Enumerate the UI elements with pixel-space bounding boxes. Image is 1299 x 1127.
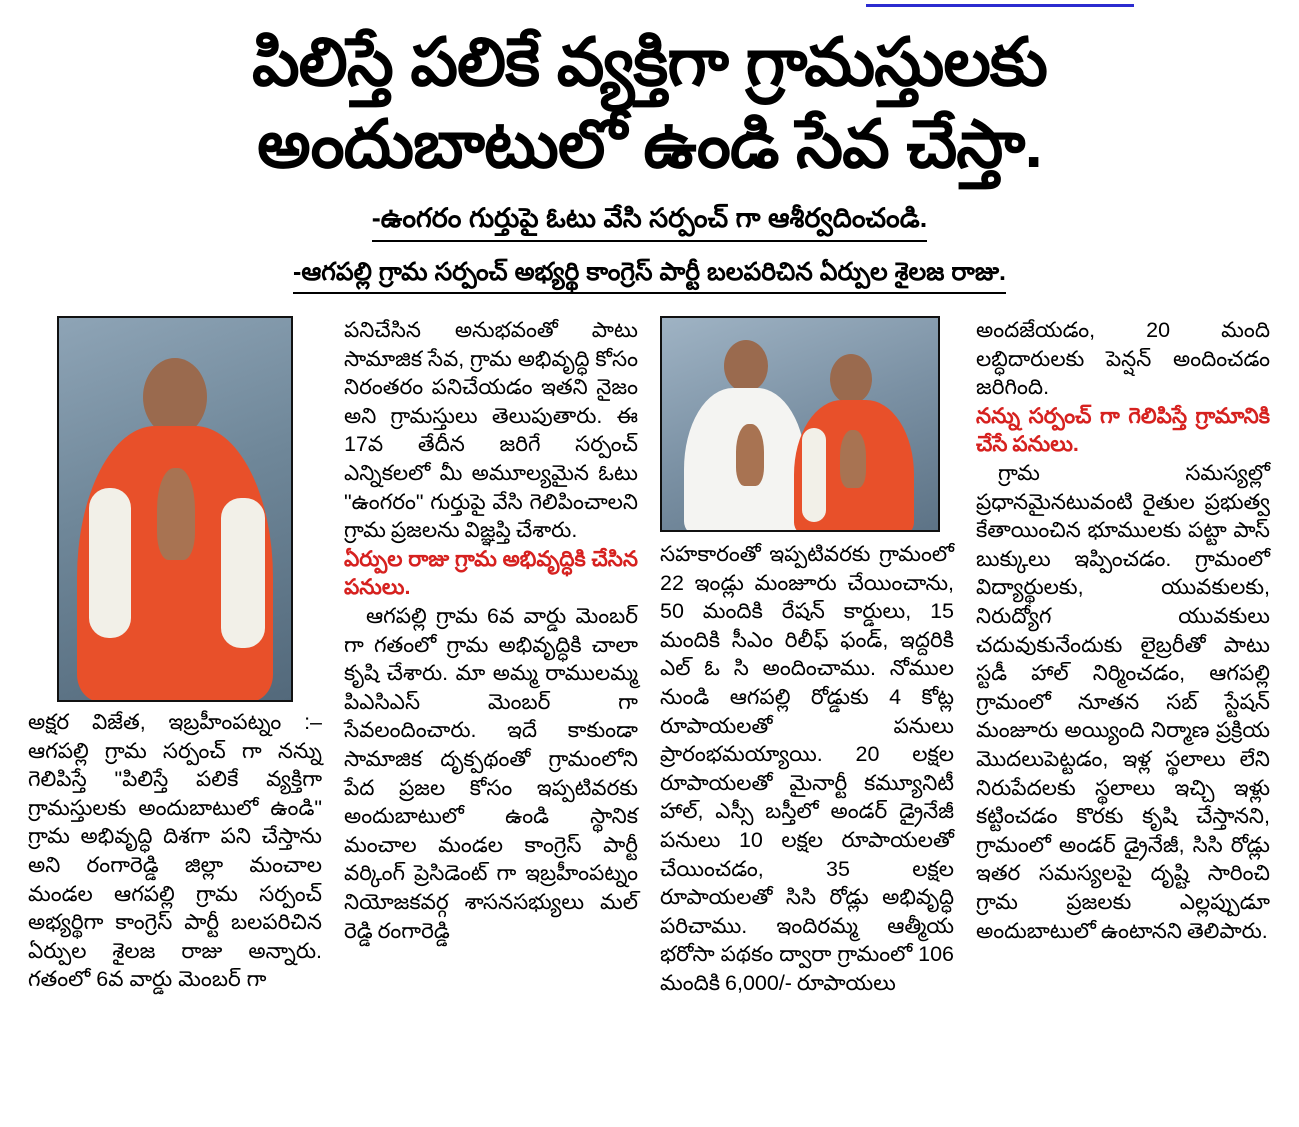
sari-pattern-right — [221, 498, 265, 648]
portrait-namaste-hands — [157, 468, 195, 560]
couple-sari-pattern — [802, 428, 826, 522]
photo-caption-text: అక్షర విజేత, ఇబ్రహీంపట్నం :– ఆగపల్లి గ్రామ సర్పంచ్ గా నన్ను గెలిపిస్తే "పిలిస్తే పలికే వ్యక్తిగా గ్రామస్తులకు అందుబాటులో ఉండి" గ్రామ అభివృద్ధి దిశగా పని చేస్తాను అని రంగారెడ్డి జిల్లా మంచాల మండల ఆగపల్లి గ్రామ సర్పంచ్ అభ్యర్థిగా కాంగ్రెస్ పార్టీ బలపరిచిన ఏర్పుల శైలజ రాజు అన్నారు. గతంలో 6వ వార్డు మెంబర్ గా — [28, 710, 322, 992]
col3-paragraph-1: సహకారంతో ఇప్పటివరకు గ్రామంలో 22 ఇండ్లు మంజూరు చేయించాను, 50 మందికి రేషన్ కార్డులు, 15 మందికి సీఎం రిలీఫ్ ఫండ్, ఇద్దరికి ఎల్ ఓ సి అందించాము. నోముల నుండి ఆగపల్లి రోడ్డుకు 4 కోట్ల రూపాయలతో పనులు ప్రారంభమయ్యాయి. 20 లక్షల రూపాయలతో మైనార్టీ కమ్యూనిటీ హాల్, ఎస్సీ బస్తీలో అండర్ డ్రైనేజీ పనులు 10 లక్షల రూపాయలతో చేయించడం, 35 లక్షల రూపాయలతో సిసి రోడ్లు అభివృద్ధి పరిచాము. ఇందిరమ్మ ఆత్మీయ భరోసా పథకం ద్వారా గ్రామంలో 106 మందికి 6,000/- రూపాయలు — [660, 542, 954, 995]
candidate-couple-photo — [660, 316, 940, 532]
col4-red-heading: నన్ను సర్పంచ్ గా గెలిపిస్తే గ్రామానికి చేసే పనులు. — [976, 403, 1270, 457]
column-1 — [28, 316, 322, 994]
article-columns — [28, 316, 1271, 998]
col4-paragraph-2: గ్రామ సమస్యల్లో ప్రధానమైనటువంటి రైతుల ప్రభుత్వ కేతాయించిన భూములకు పట్టా పాస్ బుక్కులు ఇప్పించడం. గ్రామంలో విద్యార్థులకు, యువకులకు, నిరుద్యోగ యువకులు చదువుకునేందుకు లైబ్రరీతో పాటు స్టడీ హాల్ నిర్మించడం, ఆగపల్లి గ్రామంలో నూతన సబ్ స్టేషన్ మంజూరు అయ్యింది నిర్మాణ ప్రక్రియ మొదలుపెట్టడం, ఇళ్ల స్థలాలు లేని నిరుపేదలకు స్థలాలు ఇచ్చి ఇళ్లు కట్టించడం కొరకు కృషి చేస్తానని, గ్రామంలో అండర్ డ్రైనేజీ, సిసి రోడ్లు ఇతర సమస్యలపై దృష్టి సారించి గ్రామ ప్రజలకు ఎల్లప్పుడూ అందుబాటులో ఉంటానని తెలిపారు. — [976, 461, 1270, 943]
couple-hands-right — [840, 430, 866, 488]
column-4 — [976, 316, 1270, 945]
couple-hands-left — [736, 424, 764, 486]
headline-line-2: అందుబాటులో ఉండి సేవ చేస్తా. — [257, 106, 1042, 182]
couple-head-left — [724, 340, 768, 392]
headline-line-1: పిలిస్తే పలికే వ్యక్తిగా గ్రామస్తులకు — [251, 25, 1047, 100]
col2-paragraph-2: ఆగపల్లి గ్రామ 6వ వార్డు మెంబర్ గా గతంలో గ్రామ అభివృద్ధికి చాలా కృషి చేశారు. మా అమ్మ రాములమ్మ పిఎసిఎస్ మెంబర్ గా సేవలందించారు. ఇదే కాకుండా సామాజిక దృక్పథంతో గ్రామంలోని పేద ప్రజల కోసం ఇప్పటివరకు అందుబాటులో ఉండి స్థానిక మంచాల మండల కాంగ్రెస్ పార్టీ వర్కింగ్ ప్రెసిడెంట్ గా ఇబ్రహీంపట్నం నియోజకవర్గ శాసనసభ్యులు మల్ రెడ్డి రంగారెడ్డి — [344, 604, 638, 943]
col4-paragraph-1: అందజేయడం, 20 మంది లబ్ధిదారులకు పెన్షన్ అందించడం జరిగింది. — [976, 318, 1270, 400]
col2-paragraph-1: పనిచేసిన అనుభవంతో పాటు సామాజిక సేవ, గ్రామ అభివృద్ధి కోసం నిరంతరం పనిచేయడం ఇతని నైజం అని గ్రామస్తులు తెలుపుతారు. ఈ 17వ తేదీన జరిగే సర్పంచ్ ఎన్నికలలో మీ అమూల్యమైన ఓటు "ఉంగరం" గుర్తుపై వేసి గెలిపించాలని గ్రామ ప్రజలను విజ్ఞప్తి చేశారు. — [344, 318, 638, 543]
subheadline-2: -ఆగపల్లి గ్రామ సర్పంచ్ అభ్యర్థి కాంగ్రెస్ పార్టీ బలపరిచిన ఏర్పుల శైలజ రాజు. — [28, 256, 1271, 295]
candidate-portrait-photo — [57, 316, 293, 702]
sari-pattern-left — [89, 488, 131, 638]
col2-red-heading: ఏర్పుల రాజు గ్రామ అభివృద్ధికి చేసిన పనులు. — [344, 546, 638, 600]
top-rule-fragment — [866, 4, 1134, 7]
page-title — [28, 0, 1271, 185]
couple-head-right — [830, 354, 872, 404]
column-3 — [660, 316, 954, 998]
portrait-head — [143, 358, 207, 436]
subheadline-1: -ఉంగరం గుర్తుపై ఓటు వేసి సర్పంచ్ గా ఆశీర్వదించండి. — [28, 201, 1271, 241]
column-2 — [344, 316, 638, 945]
